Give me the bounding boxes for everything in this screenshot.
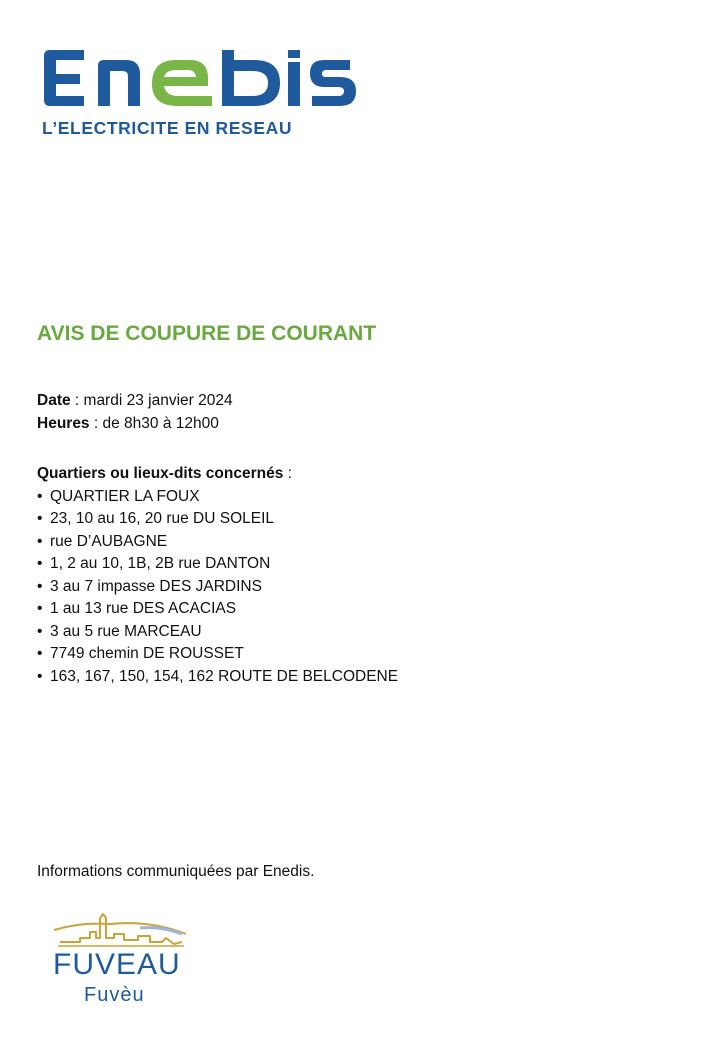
bullet-icon: • [37,645,43,662]
list-item [37,486,398,509]
areas-section [37,463,398,688]
enedis-wordmark [40,44,360,116]
area-text: 1 au 13 rue DES ACACIAS [50,600,237,617]
bullet-icon: • [37,577,43,595]
bullet-icon: • [37,487,43,505]
area-text: 1, 2 au 10, 1B, 2B rue DANTON [50,555,271,572]
bullet-icon: • [37,555,43,572]
areas-list [37,486,398,689]
logo-letter-green-e [152,60,212,106]
areas-heading-label: Quartiers ou lieux-dits concernés [37,465,284,482]
bullet-icon: • [37,600,43,617]
area-text: 3 au 7 impasse DES JARDINS [50,577,262,595]
notice-title: AVIS DE COUPURE DE COURANT [37,322,377,345]
logo-letter-i [288,62,300,106]
area-text: 163, 167, 150, 154, 162 ROUTE DE BELCODENE [50,667,399,685]
area-text: QUARTIER LA FOUX [50,487,200,505]
town-name: FUVEAU [53,948,181,981]
bullet-icon: • [37,622,43,640]
list-item [37,621,398,644]
skyline-shadow [140,928,182,934]
list-item [37,666,398,689]
logo-letter-s [310,60,356,106]
areas-heading-suffix: : [283,465,292,482]
list-item [37,531,398,554]
list-item [37,553,398,576]
village-skyline-icon [50,908,190,950]
area-text: rue D’AUBAGNE [50,532,168,550]
areas-heading [37,463,398,486]
list-item [37,508,398,531]
bullet-icon: • [37,510,43,527]
bullet-icon: • [37,667,43,685]
town-name-provencal: Fuvèu [84,984,145,1006]
list-item [37,643,398,666]
date-row [37,390,233,413]
area-text: 7749 chemin DE ROUSSET [50,645,244,662]
hours-label: Heures [37,414,90,432]
logo-letter-i-dot [288,50,300,58]
list-item [37,598,398,621]
hours-value: : de 8h30 à 12h00 [89,414,219,432]
area-text: 23, 10 au 16, 20 rue DU SOLEIL [50,510,275,527]
enedis-tagline: L’ELECTRICITE EN RESEAU [42,118,293,138]
fuveau-logo [50,908,190,1018]
date-label: Date [37,392,71,409]
area-text: 3 au 5 rue MARCEAU [50,622,202,640]
list-item [37,576,398,599]
hours-row [37,413,233,436]
logo-letter-n [98,60,140,106]
bullet-icon: • [37,532,43,550]
logo-letter-e [44,50,84,106]
footer-note: Informations communiquées par Enedis. [37,863,315,880]
notice-details [37,390,233,435]
logo-letter-d [222,50,280,106]
date-value: : mardi 23 janvier 2024 [70,392,233,409]
